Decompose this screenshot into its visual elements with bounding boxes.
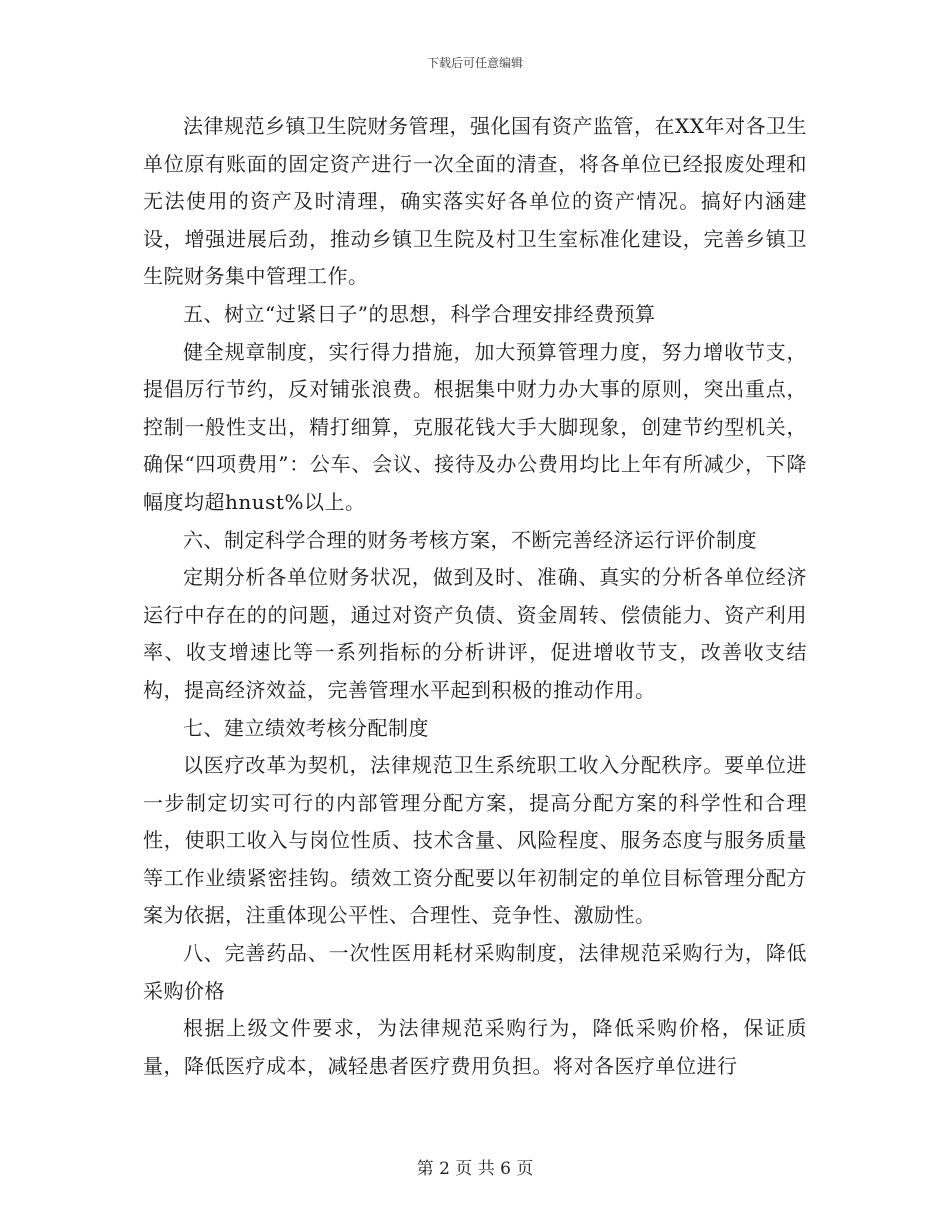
section-heading-5: 五、树立“过紧日子”的思想，科学合理安排经费预算 bbox=[183, 301, 656, 326]
paragraph: 根据上级文件要求，为法律规范采购行为，降低采购价格，保证质量，降低医疗成本，减轻患者医疗费用负担。将对各医疗单位进行 bbox=[143, 1016, 807, 1078]
document-body bbox=[143, 108, 807, 1085]
section-heading-6: 六、制定科学合理的财务考核方案，不断完善经济运行评价制度 bbox=[183, 527, 757, 552]
paragraph: 以医疗改革为契机，法律规范卫生系统职工收入分配秩序。要单位进一步制定切实可行的内部管理分配方案，提高分配方案的科学性和合理性，使职工收入与岗位性质、技术含量、风险程度、服务态度与服务质量等工作业绩紧密挂钩。绩效工资分配要以年初制定的单位目标管理分配方案为依据，注重体现公平性、合理性、竞争性、激励性。 bbox=[143, 753, 807, 928]
section-heading-8: 八、完善药品、一次性医用耗材采购制度，法律规范采购行为，降低采购价格 bbox=[143, 941, 807, 1003]
paragraph: 健全规章制度，实行得力措施，加大预算管理力度，努力增收节支，提倡厉行节约，反对铺张浪费。根据集中财力办大事的原则，突出重点，控制一般性支出，精打细算，克服花钱大手大脚现象，创建节约型机关，确保“四项费用”：公车、会议、接待及办公费用均比上年有所减少，下降幅度均超hnust%以上。 bbox=[143, 339, 807, 514]
page-header: 下载后可任意编辑 bbox=[426, 56, 523, 70]
page-number: 第 2 页 共 6 页 bbox=[416, 1159, 534, 1179]
paragraph: 法律规范乡镇卫生院财务管理，强化国有资产监管，在XX年对各卫生单位原有账面的固定资产进行一次全面的清查，将各单位已经报废处理和无法使用的资产及时清理，确实落实好各单位的资产情况。搞好内涵建设，增强进展后劲，推动乡镇卫生院及村卫生室标准化建设，完善乡镇卫生院财务集中管理工作。 bbox=[143, 114, 807, 289]
section-heading-7: 七、建立绩效考核分配制度 bbox=[183, 715, 429, 740]
paragraph: 定期分析各单位财务状况，做到及时、准确、真实的分析各单位经济运行中存在的的问题，通过对资产负债、资金周转、偿债能力、资产利用率、收支增速比等一系列指标的分析讲评，促进增收节支，改善收支结构，提高经济效益，完善管理水平起到积极的推动作用。 bbox=[143, 565, 807, 702]
